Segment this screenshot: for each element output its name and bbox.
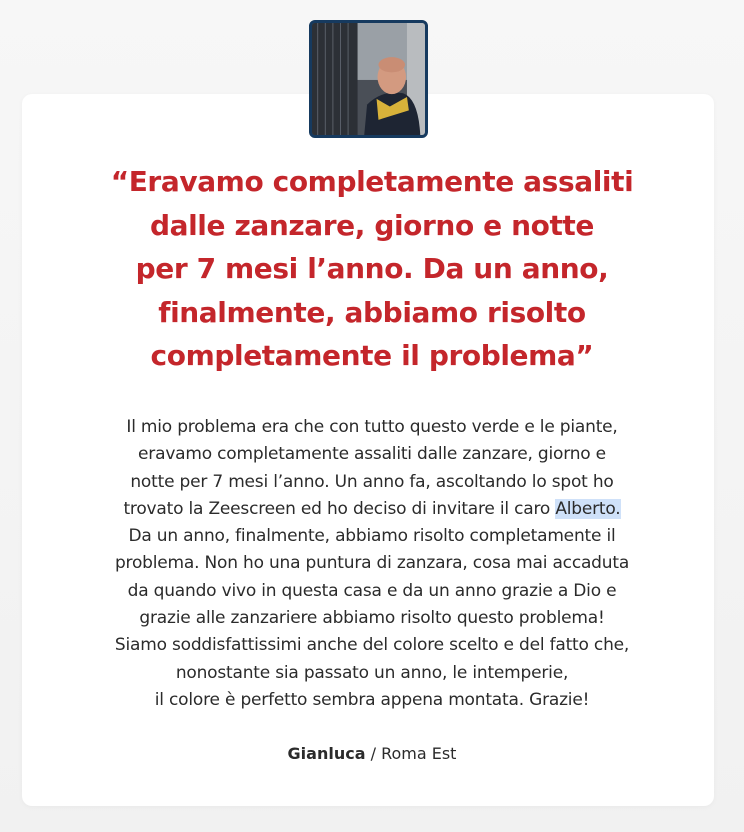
person-photo-icon xyxy=(312,23,425,135)
body-line-text: trovato la Zeescreen ed ho deciso di invitare il caro xyxy=(123,498,556,519)
testimonial-body xyxy=(60,414,684,714)
testimonial-author xyxy=(0,744,744,763)
headline-line: dalle zanzare, giorno e notte xyxy=(149,208,595,242)
headline-line: finalmente, abbiamo risolto xyxy=(158,295,586,329)
body-line xyxy=(60,496,684,523)
headline-line: per 7 mesi l’anno. Da un anno, xyxy=(135,252,609,285)
author-separator: / xyxy=(365,744,382,763)
body-line: nonostante sia passato un anno, le intemperie, xyxy=(175,662,569,683)
headline-line: “Eravamo completamente assaliti xyxy=(110,165,634,198)
testimonial-headline xyxy=(40,160,704,378)
body-line: Da un anno, finalmente, abbiamo risolto completamente il xyxy=(128,526,616,547)
headline-line: completamente il problema” xyxy=(150,339,594,372)
body-line: il colore è perfetto sembra appena montata. Grazie! xyxy=(154,689,590,710)
body-line: Il mio problema era che con tutto questo verde e le piante, xyxy=(126,417,618,437)
body-line: problema. Non ho una puntura di zanzara, cosa mai accaduta xyxy=(114,553,630,574)
body-line: grazie alle zanzariere abbiamo risolto questo problema! xyxy=(139,608,605,629)
author-location: Roma Est xyxy=(381,744,457,763)
body-line: eravamo completamente assaliti dalle zanzare, giorno e xyxy=(138,444,606,465)
author-avatar xyxy=(309,20,428,138)
body-line: da quando vivo in questa casa e da un anno grazie a Dio e xyxy=(127,580,617,601)
author-name: Gianluca xyxy=(287,744,366,763)
body-line: notte per 7 mesi l’anno. Un anno fa, ascoltando lo spot ho xyxy=(130,471,614,492)
body-line: Siamo soddisfattissimi anche del colore scelto e del fatto che, xyxy=(114,635,630,656)
highlighted-name: Alberto. xyxy=(555,498,621,519)
